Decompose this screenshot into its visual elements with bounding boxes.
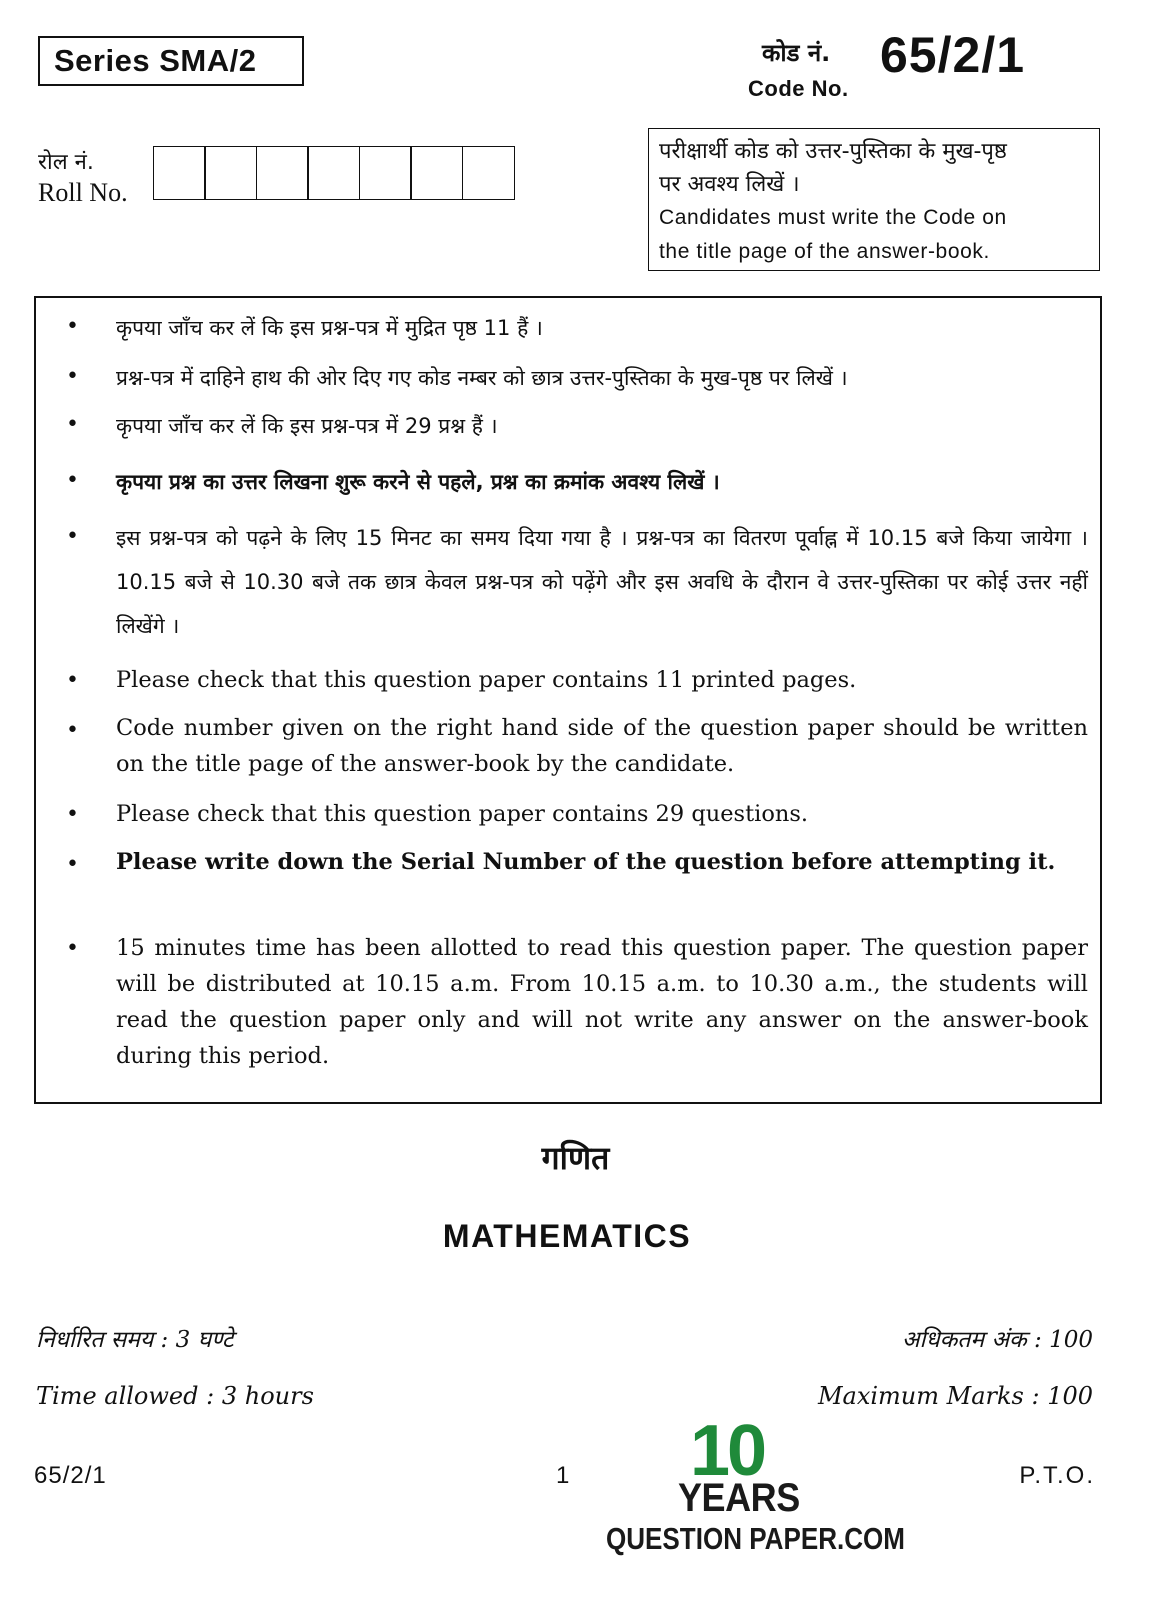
subject-title-hindi: गणित xyxy=(541,1139,610,1177)
roll-digit-box[interactable] xyxy=(410,146,463,200)
instruction-hi-4: कृपया प्रश्न का उत्तर लिखना शुरू करने से पहले, प्रश्न का क्रमांक अवश्य लिखें । xyxy=(116,470,720,494)
instruction-en-5: 15 minutes time has been allotted to read this question paper. The question paper will be distributed at 10.15 a.m. From 10.15 a.m. to 10.30 a.m., the students will read the question paper only and will not write any answer on the answer-book during this period. xyxy=(116,935,1088,1069)
bullet: • xyxy=(66,314,79,339)
code-number: 65/2/1 xyxy=(880,27,1026,83)
watermark-site: QUESTION PAPER.COM xyxy=(606,1521,906,1556)
instruction-hi-5: इस प्रश्न-पत्र को पढ़ने के लिए 15 मिनट का समय दिया गया है । प्रश्न-पत्र का वितरण पूर्वाह्न में 10.15 बजे किया जायेगा । 10.15 बजे से 10.30 बजे तक छात्र केवल प्रश्न-पत्र को पढ़ेंगे और इस अवधि के दौरान वे उत्तर-पुस्तिका पर कोई उत्तर नहीं लिखेंगे । xyxy=(116,526,1088,638)
code-label-english: Code No. xyxy=(748,76,849,101)
instruction-en-2: Code number given on the right hand side of the question paper should be written on the title page of the answer-book by the candidate. xyxy=(116,715,1088,777)
footer-code: 65/2/1 xyxy=(34,1462,107,1489)
maximum-marks-hindi: अधिकतम अंक : 100 xyxy=(901,1327,1093,1353)
bullet: • xyxy=(66,668,79,693)
roll-digit-box[interactable] xyxy=(153,146,206,200)
maximum-marks-english: Maximum Marks : 100 xyxy=(817,1382,1093,1410)
code-notice-box xyxy=(648,128,1100,271)
bullet: • xyxy=(66,468,79,493)
time-allowed-hindi: निर्धारित समय : 3 घण्टे xyxy=(36,1327,234,1353)
notice-hindi-line-1: परीक्षार्थी कोड को उत्तर-पुस्तिका के मुख-पृष्ठ xyxy=(659,139,1007,164)
roll-number-boxes[interactable] xyxy=(154,146,515,200)
bullet: • xyxy=(66,852,79,877)
roll-digit-box[interactable] xyxy=(204,146,257,200)
instructions-box xyxy=(34,296,1102,1104)
roll-label-english: Roll No. xyxy=(38,178,128,207)
instruction-hi-3: कृपया जाँच कर लें कि इस प्रश्न-पत्र में 29 प्रश्न हैं । xyxy=(116,414,498,438)
bullet: • xyxy=(66,524,79,549)
roll-label-hindi: रोल नं. xyxy=(38,150,94,175)
instruction-en-4: Please write down the Serial Number of the question before attempting it. xyxy=(116,849,1056,875)
bullet: • xyxy=(66,412,79,437)
series-label: Series SMA/2 xyxy=(38,36,304,86)
notice-hindi-line-2: पर अवश्य लिखें । xyxy=(659,172,800,197)
subject-title-english: MATHEMATICS xyxy=(442,1218,692,1254)
roll-digit-box[interactable] xyxy=(462,146,515,200)
instruction-en-1: Please check that this question paper contains 11 printed pages. xyxy=(116,667,857,693)
watermark-years: YEARS xyxy=(678,1476,800,1520)
notice-english-line-2: the title page of the answer-book. xyxy=(659,240,990,263)
notice-english-line-1: Candidates must write the Code on xyxy=(659,206,1007,229)
roll-digit-box[interactable] xyxy=(359,146,412,200)
instruction-en-3: Please check that this question paper contains 29 questions. xyxy=(116,801,809,827)
roll-digit-box[interactable] xyxy=(256,146,309,200)
bullet: • xyxy=(66,936,79,961)
bullet: • xyxy=(66,364,79,389)
instruction-hi-1: कृपया जाँच कर लें कि इस प्रश्न-पत्र में मुद्रित पृष्ठ 11 हैं । xyxy=(116,316,543,340)
roll-digit-box[interactable] xyxy=(307,146,360,200)
instruction-hi-2: प्रश्न-पत्र में दाहिने हाथ की ओर दिए गए कोड नम्बर को छात्र उत्तर-पुस्तिका के मुख-पृष्ठ पर लिखें । xyxy=(116,366,848,390)
page-number: 1 xyxy=(556,1462,570,1489)
watermark-number: 10 xyxy=(690,1411,765,1491)
code-label-hindi: कोड नं. xyxy=(762,39,831,67)
pto-label: P.T.O. xyxy=(1019,1462,1095,1489)
bullet: • xyxy=(66,802,79,827)
bullet: • xyxy=(66,718,79,743)
time-allowed-english: Time allowed : 3 hours xyxy=(36,1382,314,1410)
